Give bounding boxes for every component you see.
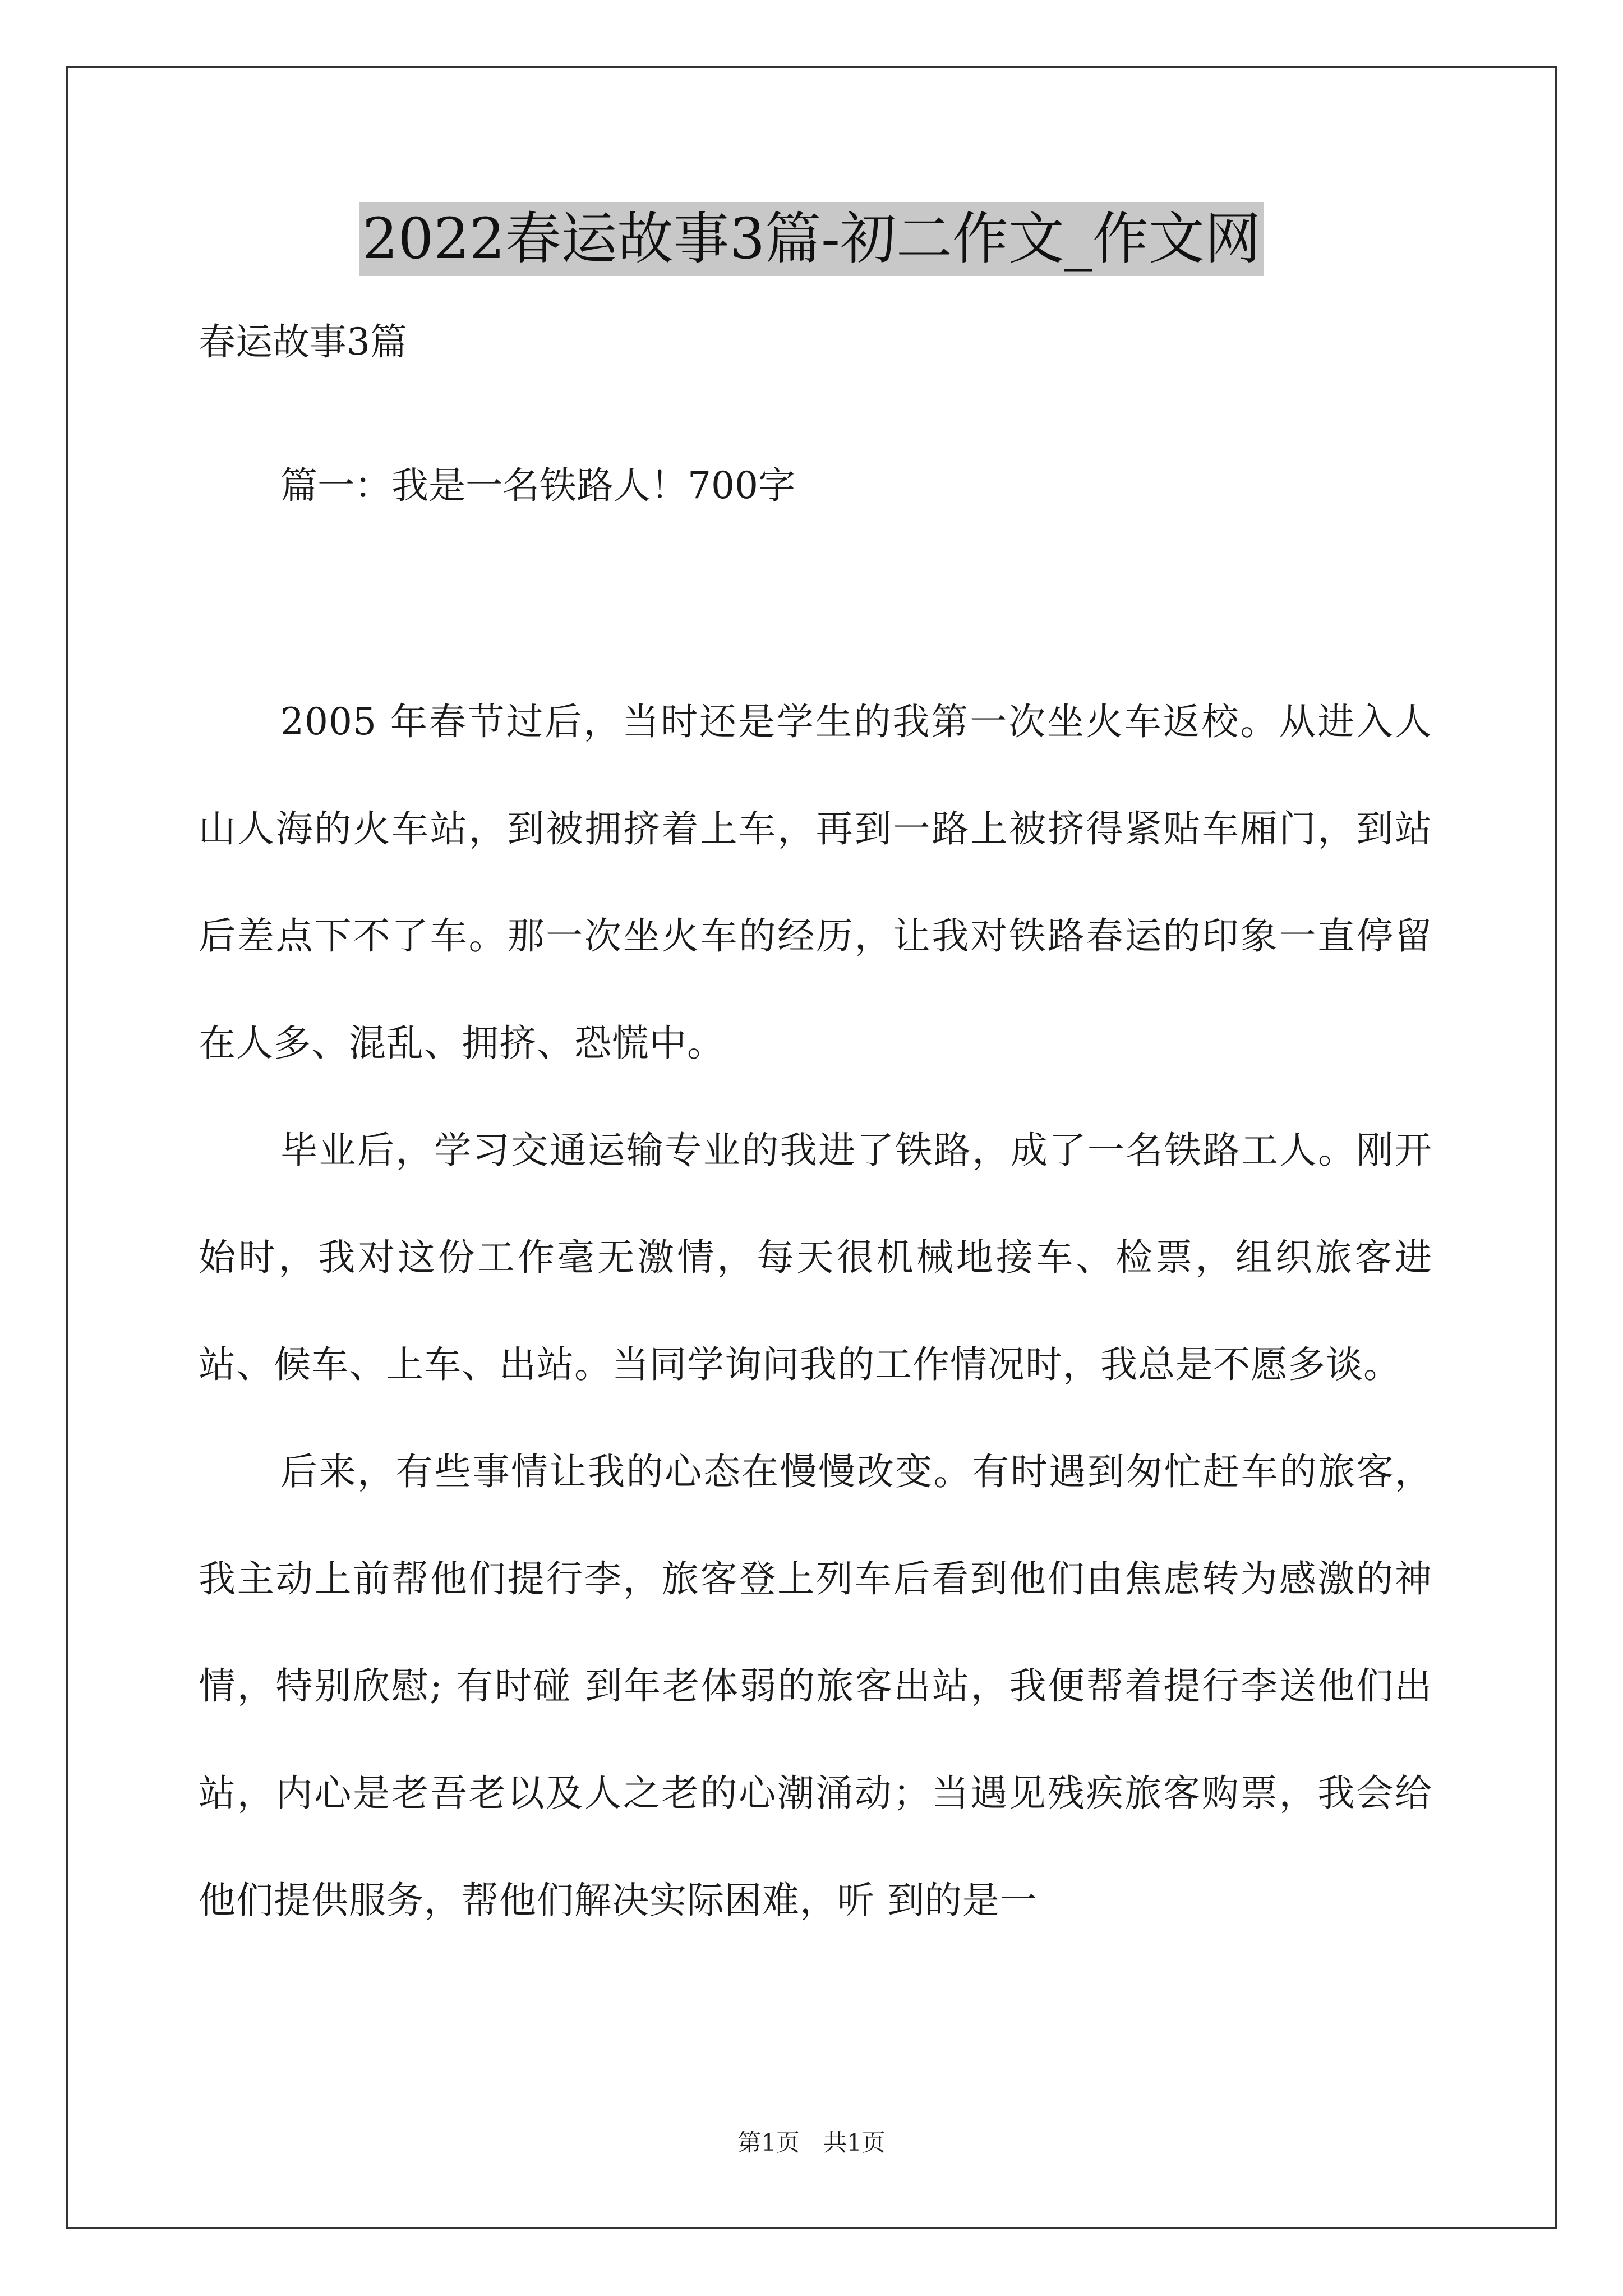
chapter-heading: 篇一：我是一名铁路人！700字 [280, 464, 795, 507]
article-body [199, 668, 1432, 1954]
paragraph: 2005 年春节过后，当时还是学生的我第一次坐火车返校。从进入人山人海的火车站，到被拥挤着上车，再到一路上被挤得紧贴车厢门，到站后差点下不了车。那一次坐火车的经历，让我对铁路春运的印象一直停留在人多、混乱、拥挤、恐慌中。 [199, 700, 1432, 1065]
page-footer: 第1页 共1页 [737, 2129, 886, 2156]
title-container [0, 202, 1623, 276]
paragraph: 后来，有些事情让我的心态在慢慢改变。有时遇到匆忙赶车的旅客，我主动上前帮他们提行李，旅客登上列车后看到他们由焦虑转为感激的神情，特别欣慰; 有时碰 到年老体弱的旅客出站，我便帮着提行李送他们出站，内心是老吾老以及人之老的心潮涌动；当遇见残疾旅客购票，我会给他们提供服务，帮他们解决实际困难，听 到的是一 [199, 1450, 1432, 1922]
paragraph: 毕业后，学习交通运输专业的我进了铁路，成了一名铁路工人。刚开始时，我对这份工作毫无激情，每天很机械地接车、检票，组织旅客进站、候车、上车、出站。当同学询问我的工作情况时，我总是不愿多谈。 [199, 1129, 1432, 1386]
document-subtitle: 春运故事3篇 [199, 320, 407, 364]
page-title: 2022春运故事3篇-初二作文_作文网 [359, 202, 1264, 276]
